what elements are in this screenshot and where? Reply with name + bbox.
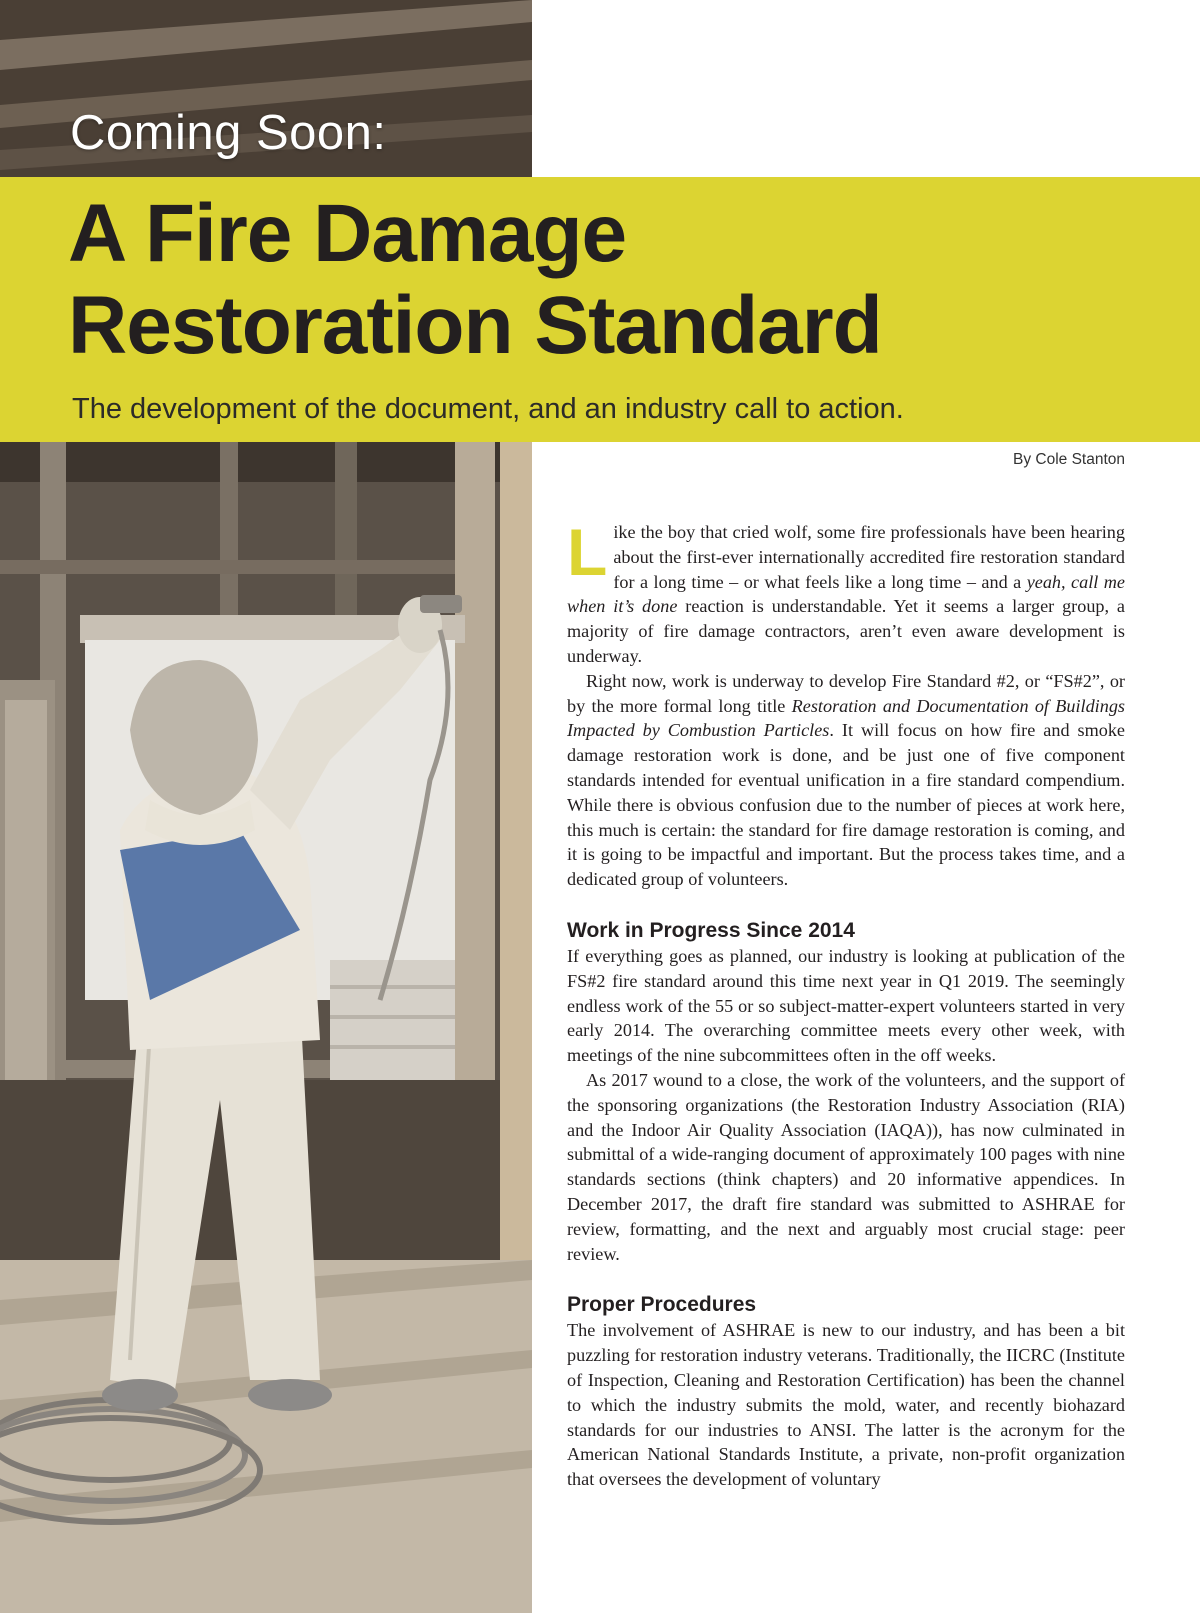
byline: By Cole Stanton — [1012, 451, 1125, 468]
paragraph-1-text-b: reaction is understandable. Yet it seems a larger group, a majority of fire damage contractors, aren’t even aware development is underway. — [567, 596, 1125, 666]
title-line-1: A Fire Damage — [68, 188, 627, 279]
section-heading-procedures: Proper Procedures — [567, 1293, 757, 1317]
paragraph-4: As 2017 wound to a close, the work of the volunteers, and the support of the sponsoring organizations (the Restoration Industry Association (RIA) and the Indoor Air Quality Association (IAQA)), has now culminated in submittal of a wide-ranging document of approximately 100 pages with nine standards sections (think chapters) and 20 informative appendices. In December 2017, the draft fire standard was submitted to ASHRAE for review, formatting, and the next and arguably most crucial stage: peer review. — [567, 1069, 1125, 1264]
title-line-2: Restoration Standard — [68, 280, 882, 371]
paragraph-1-text-a: ike the boy that cried wolf, some fire professionals have been hearing about the first-ever internationally accredited fire restoration standard for a long time – or what feels like a long time – and a — [613, 522, 1125, 592]
paragraph-3: If everything goes as planned, our industry is looking at publication of the FS#2 fire standard around this time next year in Q1 2019. The seemingly endless work of the 55 or so subject-matter-expert volunteers started in very early 2014. The overarching committee meets every other week, with meetings of the nine subcommittees often in the off weeks. — [567, 945, 1125, 1066]
paragraph-2 — [567, 669, 1125, 892]
page-title — [68, 188, 882, 372]
paragraph-2-text-b: . It will focus on how fire and smoke damage restoration work is done, and be just one of five component standards intended for eventual unification in a fire standard compendium. While there is obvious confusion due to the number of pieces at work here, this much is certain: the standard for fire damage restoration is coming, and it is going to be impactful and important. But the process takes time, and a dedicated group of volunteers. — [567, 720, 1126, 890]
paragraph-2-italic: Restoration and Documentation of Buildings Impacted by Combustion Particles — [567, 695, 1125, 741]
subtitle-dek: The development of the document, and an industry call to action. — [72, 393, 904, 425]
kicker-title: Coming Soon: — [70, 106, 387, 160]
paragraph-1-italic: yeah, call me when it’s done — [567, 571, 1125, 617]
section-heading-progress: Work in Progress Since 2014 — [567, 918, 855, 942]
drop-cap: L — [567, 515, 608, 589]
paragraph-1 — [567, 515, 1125, 669]
article-body — [567, 515, 1126, 1492]
paragraph-2-text-a: Right now, work is underway to develop Fire Standard #2, or “FS#2”, or by the more formal long title — [567, 670, 1125, 716]
paragraph-5: The involvement of ASHRAE is new to our industry, and has been a bit puzzling for restoration industry veterans. Traditionally, the IICRC (Institute of Inspection, Cleaning and Restoration Certification) has been the channel to which the industry submits the mold, water, and recently biohazard standards for our industries to ANSI. The latter is the acronym for the American National Standards Institute, a private, non-profit organization that oversees the development of voluntary — [567, 1320, 1125, 1490]
